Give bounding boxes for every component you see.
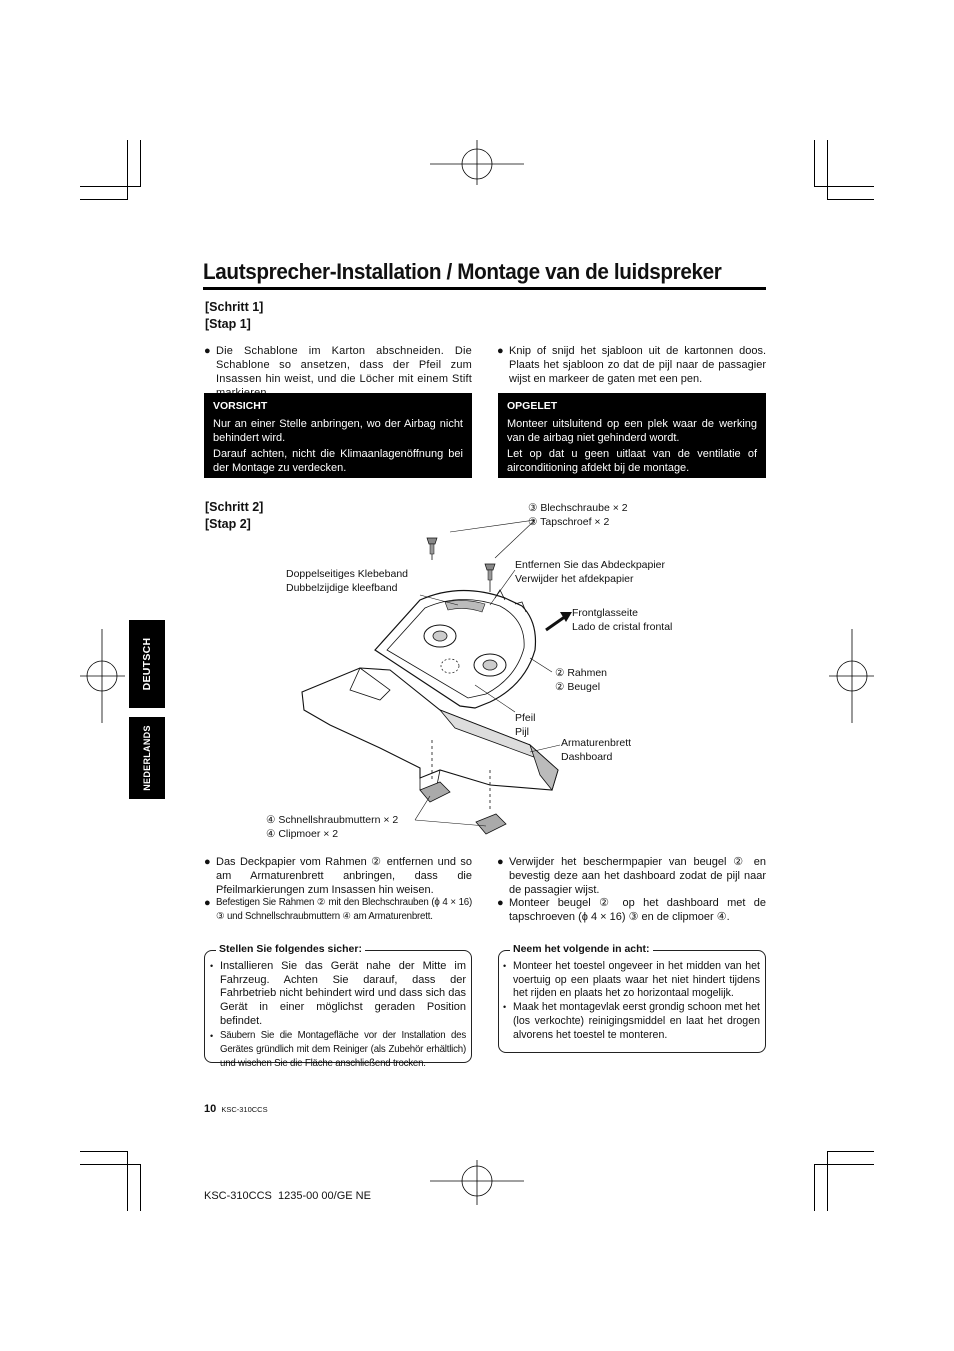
crop-mark	[140, 1164, 141, 1211]
note-nl-body	[503, 960, 760, 1042]
note-de-item-2: • Säubern Sie die Montagefläche vor der Installation des Gerätes gründlich mit dem Reiniger (als Zubehör erhältlich) und wischen Sie die Fläche anschließend trocken.	[210, 1029, 466, 1071]
registration-mark-bottom	[430, 1160, 524, 1205]
label-screw: ③ Blechschraube × 2 ③ Tapschroef × 2	[528, 502, 628, 528]
crop-mark	[80, 1151, 128, 1152]
note-nl-item-2: • Maak het montagevlak eerst grondig schoon met het (los verkochte) reinigingsmiddel en laat het drogen alvorens het toestel te monteren.	[503, 1001, 760, 1042]
note-de-item-1: • Installieren Sie das Gerät nahe der Mitte im Fahrzeug. Achten Sie darauf, dass der Fahrbetrieb nicht behindert wird und dass sich das Gerät in einer möglichst geraden Position befindet.	[210, 960, 466, 1029]
step2-nl-text-1: Verwijder het beschermpapier van beugel ② en bevestig deze aan het dashboard zodat de pijl naar de passagier wijst.	[509, 856, 766, 896]
label-cover-paper: Entfernen Sie das Abdeckpapier Verwijder het afdekpapier	[515, 559, 666, 585]
crop-mark	[827, 140, 828, 200]
crop-mark	[814, 1164, 874, 1165]
label-frame: ② Rahmen ② Beugel	[555, 667, 608, 693]
step2-heading	[205, 499, 263, 533]
step1-nl-text: Knip of snijd het sjabloon uit de kartonnen doos. Plaats het sjabloon zo dat de pijl naar de passagier wijst en markeer de gaten met een pen.	[509, 345, 766, 385]
step1-nl-bullet	[497, 344, 766, 386]
step2-nl-text-2: Monteer beugel ② op het dashboard met de tapschroeven (ϕ 4 × 16) ③ en de clipmoer ④.	[509, 897, 766, 923]
note-nl-item-1: • Monteer het toestel ongeveer in het midden van het voertuig op een plaats waar het niet hindert tijdens het rijden en plaats het zo horizontaal mogelijk.	[503, 960, 760, 1001]
step2-nl-bullet-1	[497, 855, 766, 897]
clip-nut-1	[420, 782, 450, 802]
opgelet-text-1: Monteer uitsluitend op een plek waar de werking van de airbag niet gehinderd wordt.	[507, 418, 757, 444]
note-nl-heading: Neem het volgende in acht:	[510, 943, 653, 955]
crop-mark	[127, 140, 128, 200]
step2-de-text-1: Das Deckpapier vom Rahmen ② entfernen und so am Armaturenbrett anbringen, dass die Pfeilmarkierungen zum Insassen hin weisen.	[216, 856, 472, 896]
bullet-icon: ●	[204, 345, 211, 357]
bullet-icon: ●	[497, 897, 504, 909]
model-code: KSC-310CCS	[221, 1105, 268, 1114]
step2-de-bullet-1	[204, 855, 472, 897]
frontglass-arrow	[546, 616, 566, 630]
step1-heading	[205, 299, 263, 333]
registration-mark-top	[430, 140, 524, 185]
tab-deutsch: DEUTSCH	[129, 620, 165, 708]
step2-de-text-2: Befestigen Sie Rahmen ② mit den Blechschrauben (ϕ 4 × 16) ③ und Schnellschraubmuttern ④ am Armaturenbrett.	[216, 897, 472, 922]
print-code: KSC-310CCS 1235-00 00/GE NE	[204, 1190, 371, 1202]
label-tape: Doppelseitiges Klebeband Dubbelzijdige kleefband	[286, 568, 409, 594]
screw-1	[427, 538, 437, 560]
bullet-icon: ●	[497, 345, 504, 357]
step1-de: [Schritt 1]	[205, 300, 264, 314]
step2-de: [Schritt 2]	[205, 500, 264, 514]
step1-de-text: Die Schablone im Karton abschneiden. Die Schablone so ansetzen, dass der Pfeil zum Insassen hin weist, und die Löcher mit einem Stift	[216, 345, 472, 385]
crop-mark	[80, 186, 141, 187]
step1-de-bullet	[204, 344, 472, 400]
bullet-icon: ●	[204, 856, 211, 868]
label-dashboard: Armaturenbrett Dashboard	[561, 737, 632, 763]
note-de-heading: Stellen Sie folgendes sicher:	[216, 943, 365, 955]
crop-mark	[80, 1164, 141, 1165]
opgelet-heading: OPGELET	[507, 400, 558, 412]
opgelet-text-2: Let op dat u geen uitlaat van de ventilatie of airconditioning afdekt bij de montage.	[507, 448, 757, 474]
step2-de-bullet-2	[204, 896, 472, 924]
crop-mark	[827, 199, 874, 200]
crop-mark	[814, 140, 815, 187]
crop-mark	[127, 1151, 128, 1211]
title-rule	[203, 287, 766, 290]
tab-nederlands: NEDERLANDS	[129, 717, 165, 799]
page-number: 10 KSC-310CCS	[204, 1103, 268, 1115]
label-frontglass: Frontglasseite Lado de cristal frontal	[572, 607, 673, 633]
crop-mark	[140, 140, 141, 187]
vorsicht-text-1: Nur an einer Stelle anbringen, wo der Airbag nicht behindert wird.	[213, 418, 463, 444]
opgelet-box	[498, 393, 766, 478]
page-title: Lautsprecher-Installation / Montage van de luidspreker	[203, 259, 722, 284]
step2-nl: [Stap 2]	[205, 517, 251, 531]
label-arrow: Pfeil Pijl	[515, 712, 536, 738]
vorsicht-text-2: Darauf achten, nicht die Klimaanlagenöffnung bei der Montage zu verdecken.	[213, 448, 463, 474]
crop-mark	[814, 186, 874, 187]
step1-nl: [Stap 1]	[205, 317, 251, 331]
crop-mark	[814, 1164, 815, 1211]
step2-nl-bullet-2	[497, 896, 766, 924]
vorsicht-heading: VORSICHT	[213, 400, 268, 412]
registration-mark-right	[829, 629, 874, 723]
crop-mark	[827, 1151, 828, 1211]
crop-mark	[827, 1151, 874, 1152]
registration-mark-left	[80, 629, 125, 723]
clip-nut-2	[476, 814, 506, 834]
label-clip-nut: ④ Schnellshraubmuttern × 2 ④ Clipmoer × 2	[266, 814, 399, 840]
crop-mark	[80, 199, 128, 200]
note-de-body	[210, 960, 466, 1071]
screw-2	[485, 564, 495, 592]
bullet-icon: ●	[204, 897, 211, 909]
vorsicht-box	[204, 393, 472, 478]
bullet-icon: ●	[497, 856, 504, 868]
